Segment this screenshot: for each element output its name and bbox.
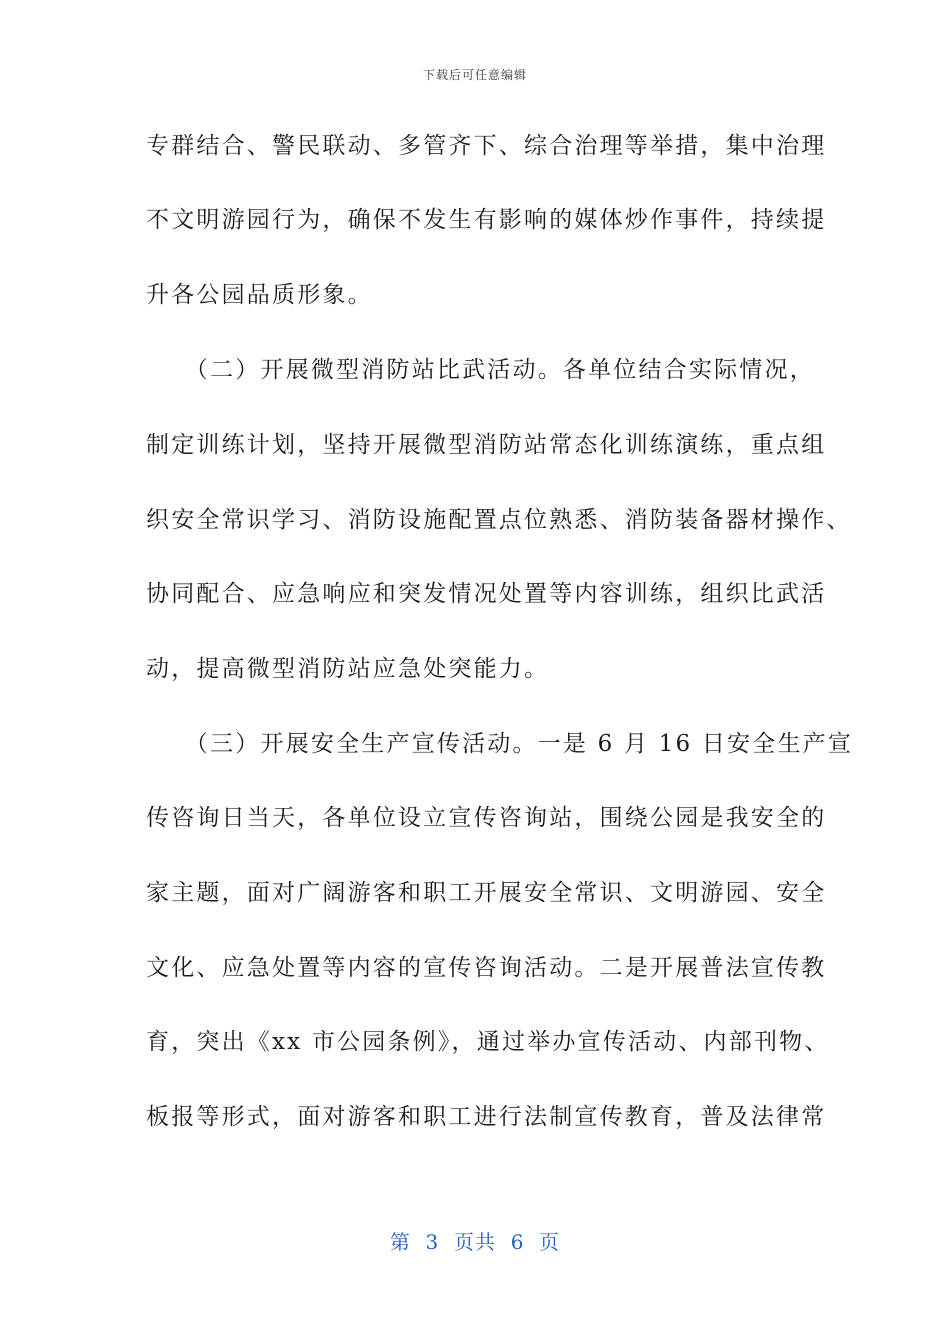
body-line: 升各公园品质形象。 [146, 282, 373, 308]
body-line: 专群结合、警民联动、多管齐下、综合治理等举措，集中治理 [146, 133, 827, 159]
body-line: 协同配合、应急响应和突发情况处置等内容训练，组织比武活 [146, 581, 827, 607]
body-line: 织安全常识学习、消防设施配置点位熟悉、消防装备器材操作、 [146, 507, 852, 533]
body-line: 制定训练计划，坚持开展微型消防站常态化训练演练，重点组 [146, 432, 827, 458]
body-line: 文化、应急处置等内容的宣传咨询活动。二是开展普法宣传教 [146, 955, 827, 981]
body-line: 不文明游园行为，确保不发生有影响的媒体炒作事件，持续提 [146, 207, 827, 233]
body-line: 动，提高微型消防站应急处突能力。 [146, 656, 550, 682]
body-line: （三）开展安全生产宣传活动。一是 6 月 16 日安全生产宣 [146, 731, 854, 757]
page-header-note: 下载后可任意编辑 [422, 68, 527, 82]
body-line: 育，突出《xx 市公园条例》，通过举办宣传活动、内部刊物、 [146, 1029, 830, 1055]
body-line: （二）开展微型消防站比武活动。各单位结合实际情况， [146, 357, 815, 383]
body-line: 家主题，面对广阔游客和职工开展安全常识、文明游园、安全 [146, 880, 827, 906]
page-number-footer: 第 3 页共 6 页 [389, 1230, 561, 1254]
body-line: 板报等形式，面对游客和职工进行法制宣传教育，普及法律常 [146, 1104, 827, 1130]
body-line: 传咨询日当天，各单位设立宣传咨询站，围绕公园是我安全的 [146, 805, 827, 831]
